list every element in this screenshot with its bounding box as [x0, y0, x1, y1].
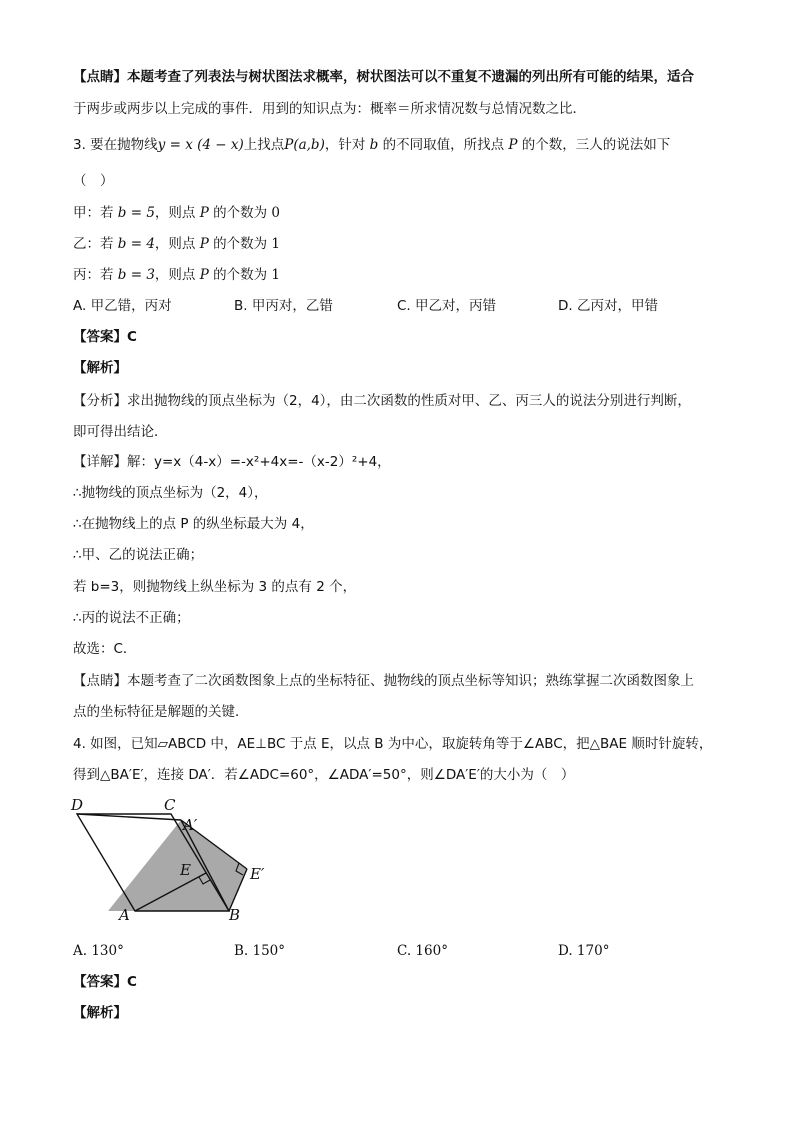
q3-fenxi-1: 【分析】求出抛物线的顶点坐标为（2，4），由二次函数的性质对甲、乙、丙三人的说法分别进行判断， [73, 393, 691, 409]
q4-option-a: A. 130° [73, 943, 124, 959]
q4-stem-1: 4. 如图，已知▱ABCD 中，AE⊥BC 于点 E，以点 B 为中心，取旋转角等于∠ABC，把△BAE 顺时针旋转， [73, 736, 713, 752]
q3-detail-2: ∴抛物线的顶点坐标为（2，4）， [73, 485, 268, 501]
label-b: B [229, 906, 241, 924]
q3-detail-3: ∴在抛物线上的点 P 的纵坐标最大为 4， [73, 516, 314, 532]
label-e1: E′ [250, 865, 265, 883]
q3-detail-4: ∴甲、乙的说法正确； [73, 547, 204, 563]
q4-stem-2: 得到△BA′E′，连接 DA′．若∠ADC=60°，∠ADA′=50°，则∠DA′E′的大小为（ ） [73, 767, 575, 783]
q3-analysis-heading: 【解析】 [73, 360, 127, 376]
label-e: E [180, 861, 191, 879]
q3-option-b: B. 甲丙对，乙错 [234, 298, 333, 314]
q3-statement-jia: 甲：若 b = 5，则点 P 的个数为 0 [73, 205, 280, 221]
q3-option-c: C. 甲乙对，丙错 [397, 298, 497, 314]
q3-detail-7: 故选：C． [73, 641, 137, 657]
segment-da1 [77, 814, 181, 820]
q4-analysis-heading: 【解析】 [73, 1005, 127, 1021]
q3-dianjing-1: 【点睛】本题考查了二次函数图象上点的坐标特征、抛物线的顶点坐标等知识；熟练掌握二次函数图象上 [73, 673, 694, 689]
note-line-1 [73, 68, 694, 86]
shaded-region [108, 820, 247, 911]
q3-option-d: D. 乙丙对，甲错 [558, 298, 658, 314]
label-a1: A′ [183, 816, 198, 834]
q3-detail-5: 若 b=3，则抛物线上纵坐标为 3 的点有 2 个， [73, 579, 357, 595]
q3-statement-bing: 丙：若 b = 3，则点 P 的个数为 1 [73, 267, 280, 283]
q3-fenxi-2: 即可得出结论． [73, 424, 168, 440]
q4-option-c: C. 160° [397, 943, 448, 959]
q4-option-d: D. 170° [558, 943, 610, 959]
q3-formula: y = x (4 − x) [157, 137, 244, 153]
q3-statement-yi: 乙：若 b = 4，则点 P 的个数为 1 [73, 236, 280, 252]
note-tag: 【点睛】本题考查了列表法与树状图法求概率，树状图法可以不重复不遗漏的列出所有可能的结果，适合 [73, 69, 694, 85]
label-c: C [164, 796, 176, 814]
q4-answer: 【答案】C [73, 974, 137, 990]
note-line-2: 于两步或两步以上完成的事件．用到的知识点为：概率＝所求情况数与总情况数之比． [73, 101, 586, 117]
q4-figure [60, 790, 300, 930]
q3-detail-1: 【详解】解：y=x（4-x）=-x²+4x=-（x-2）²+4， [73, 454, 391, 470]
q3-point: P(a,b) [284, 137, 325, 153]
label-a: A [119, 906, 130, 924]
q3-dianjing-2: 点的坐标特征是解题的关键． [73, 704, 249, 720]
q3-stem: 3. 要在抛物线y = x (4 − x)上找点P(a,b)，针对 b 的不同取值，所找点 P 的个数，三人的说法如下 [73, 137, 671, 153]
label-d: D [71, 796, 84, 814]
q3-answer: 【答案】C [73, 329, 137, 345]
q4-option-b: B. 150° [234, 943, 286, 959]
q3-paren: （ ） [73, 173, 114, 189]
q3-option-a: A. 甲乙错，丙对 [73, 298, 172, 314]
q3-detail-6: ∴丙的说法不正确； [73, 610, 190, 626]
